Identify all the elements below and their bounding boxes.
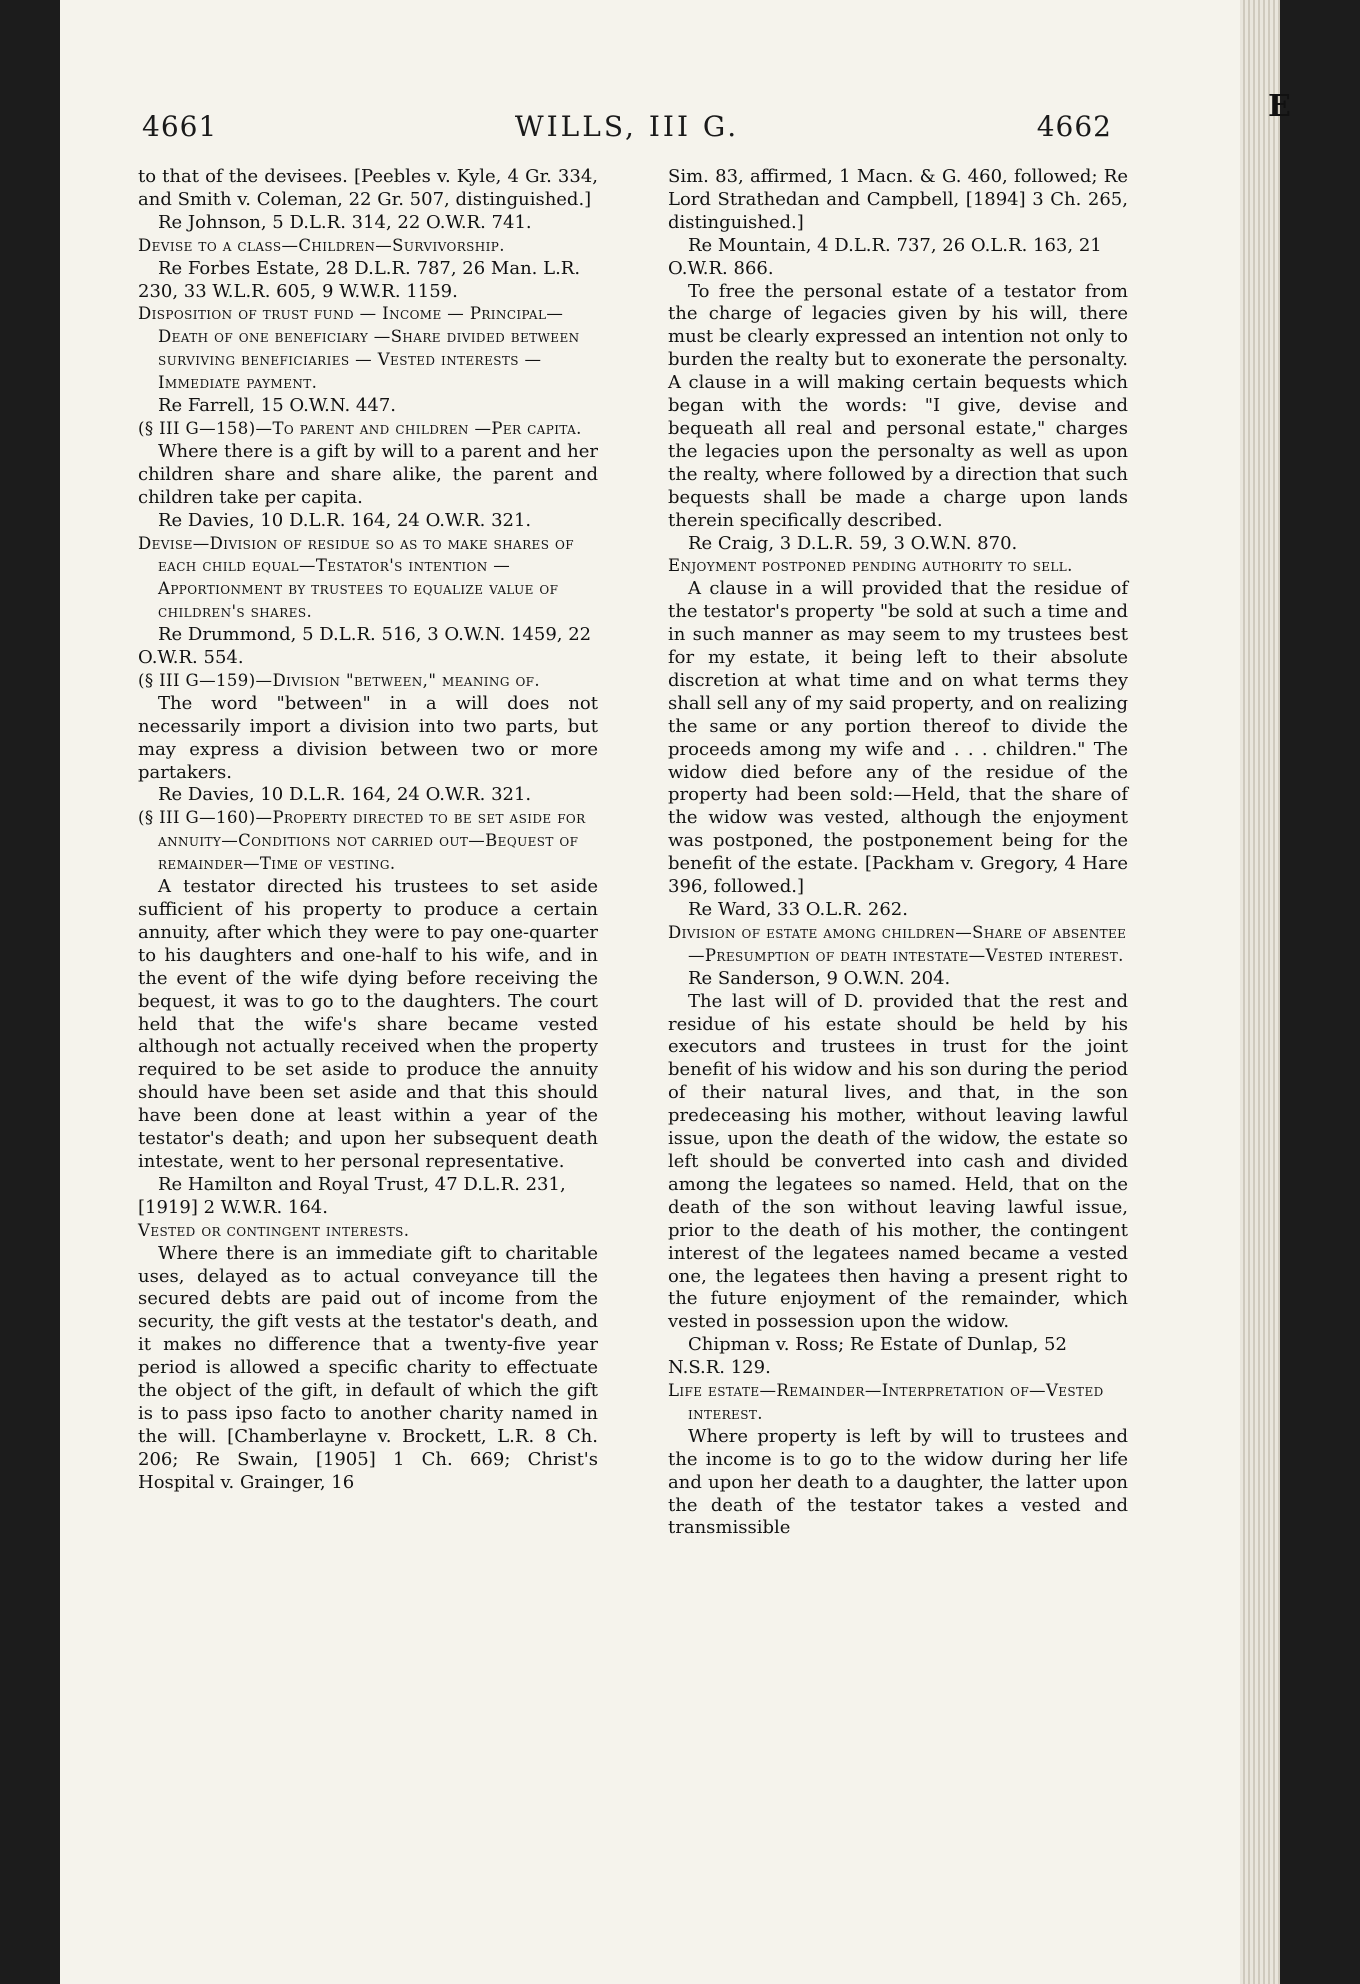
paragraph: To free the personal estate of a testator from the charge of legacies given by his will, there must be clearly expressed an intention not only to burden the realty but to exonerate the personalty. A clause in a will making certain bequests which began with the words: "I give, devise and bequeath all real and personal estate," charges the legacies upon the personalty as well as upon the realty, where followed by a direction that such bequests shall be made a charge upon lands therein specifically described. — [668, 280, 1128, 531]
section-heading: Life estate—Remainder—Interpretation of—Vested interest. — [668, 1381, 1104, 1423]
running-header — [142, 110, 1112, 150]
thumb-index-letter: E — [1268, 89, 1291, 124]
case-citation: Re Ward, 33 O.L.R. 262. — [688, 899, 908, 920]
case-citation: Re Sanderson, 9 O.W.N. 204. — [688, 967, 951, 989]
paragraph: to that of the devisees. [Peebles v. Kyle, 4 Gr. 334, and Smith v. Coleman, 22 Gr. 507, distinguished.] — [138, 166, 598, 210]
left-column — [138, 166, 598, 1495]
paragraph: The word "between" in a will does not necessarily import a division into two parts, but may express a division between two or more partakers. — [138, 692, 598, 783]
section-heading: Division of estate among children—Share of absentee—Presumption of death intestate—Vested interest. — [668, 922, 1127, 965]
case-citation: Re Davies, 10 D.L.R. 164, 24 O.W.R. 321. — [158, 784, 532, 806]
page-title: WILLS, III G. — [514, 110, 740, 143]
case-citation: Re Farrell, 15 O.W.N. 447. — [158, 395, 396, 417]
paragraph: Where there is an immediate gift to charitable uses, delayed as to actual conveyance till the secured debts are paid out of income from the security, the gift vests at the testator's death, and it makes no difference that a twenty-five year period is allowed a specific charity to effectuate the object of the gift, in default of which the gift is to pass ipso facto to another charity named in the will. [Chamberlayne v. Brockett, L.R. 8 Ch. 206; Re Swain, [1905] 1 Ch. 669; Christ's Hospital v. Grainger, 16 — [138, 1242, 598, 1493]
section-heading: (§ III G—159)—Division "between," meaning of. — [138, 670, 541, 690]
section-heading: Vested or contingent interests. — [138, 1220, 410, 1240]
paragraph: Where there is a gift by will to a parent and her children share and share alike, the parent and children take per capita. — [138, 440, 598, 508]
paragraph: A clause in a will provided that the residue of the testator's property "be sold at such a time and in such manner as may seem to my trustees best for my estate, it being left to their absolute discretion at what time and on what terms they shall sell any of my said property, and on realizing the same or any portion thereof to divide the proceeds among my wife and . . . children." The widow died before any of the residue of the property had been sold:—Held, that the share of the widow was vested, although the enjoyment was postponed, the postponement being for the benefit of the estate. [Packham v. Gregory, 4 Hare 396, followed.] — [668, 578, 1128, 898]
section-heading: Disposition of trust fund — Income — Principal—Death of one beneficiary —Share divided between surviving beneficiaries — Vested interests — Immediate payment. — [138, 304, 580, 393]
right-column — [668, 166, 1128, 1540]
case-citation: Re Hamilton and Royal Trust, 47 D.L.R. 231, [1919] 2 W.W.R. 164. — [138, 1173, 566, 1218]
paragraph: Where property is left by will to trustees and the income is to go to the widow during her life and upon her death to a daughter, the latter upon the death of the testator takes a vested and transmissible — [668, 1425, 1128, 1539]
page-edge — [1240, 0, 1291, 1984]
paragraph: Sim. 83, affirmed, 1 Macn. & G. 460, followed; Re Lord Strathedan and Campbell, [1894] 3 Ch. 265, distinguished.] — [668, 166, 1128, 233]
case-citation: Re Craig, 3 D.L.R. 59, 3 O.W.N. 870. — [688, 532, 1018, 554]
section-heading: Enjoyment postponed pending authority to sell. — [668, 556, 1073, 576]
case-citation: Chipman v. Ross; Re Estate of Dunlap, 52 N.S.R. 129. — [668, 1334, 1067, 1379]
case-citation: Re Johnson, 5 D.L.R. 314, 22 O.W.R. 741. — [158, 211, 532, 233]
section-heading: (§ III G—158)—To parent and children —Per capita. — [138, 418, 582, 438]
paragraph: The last will of D. provided that the rest and residue of his estate should be held by his executors and trustees in trust for the joint benefit of his widow and his son during the period of their natural lives, and that, in the son predeceasing his mother, without leaving lawful issue, upon the death of the widow, the estate so left should be converted into cash and divided among the legatees so named. Held, that on the death of the son without leaving lawful issue, prior to the death of his mother, the contingent interest of the legatees named became a vested one, the legatees then having a present right to the future enjoyment of the remainder, which vested in possession upon the widow. — [668, 990, 1128, 1333]
section-heading: Devise—Division of residue so as to make shares of each child equal—Testator's intention — Apportionment by trustees to equalize value of children's shares. — [138, 533, 574, 622]
page-number-right: 4662 — [1036, 110, 1112, 143]
page-number-left: 4661 — [142, 110, 218, 143]
case-citation: Re Davies, 10 D.L.R. 164, 24 O.W.R. 321. — [158, 509, 532, 531]
case-citation: Re Drummond, 5 D.L.R. 516, 3 O.W.N. 1459, 22 O.W.R. 554. — [138, 624, 592, 669]
section-heading: Devise to a class—Children—Survivorship. — [138, 235, 505, 255]
paragraph: A testator directed his trustees to set aside sufficient of his property to produce a certain annuity, after which they were to pay one-quarter to his daughters and one-half to his wife, and in the event of the wife dying before receiving the bequest, it was to go to the daughters. The court held that the wife's share became vested although not actually received when the property required to be set aside to produce the annuity should have been set aside and that this should have been done at least within a year of the testator's death; and upon her subsequent death intestate, went to her personal representative. — [138, 876, 598, 1172]
section-heading: (§ III G—160)—Property directed to be set aside for annuity—Conditions not carried out—Bequest of remainder—Time of vesting. — [138, 808, 586, 874]
case-citation: Re Forbes Estate, 28 D.L.R. 787, 26 Man. L.R. 230, 33 W.L.R. 605, 9 W.W.R. 1159. — [138, 257, 581, 302]
case-citation: Re Mountain, 4 D.L.R. 737, 26 O.L.R. 163, 21 O.W.R. 866. — [668, 234, 1102, 279]
